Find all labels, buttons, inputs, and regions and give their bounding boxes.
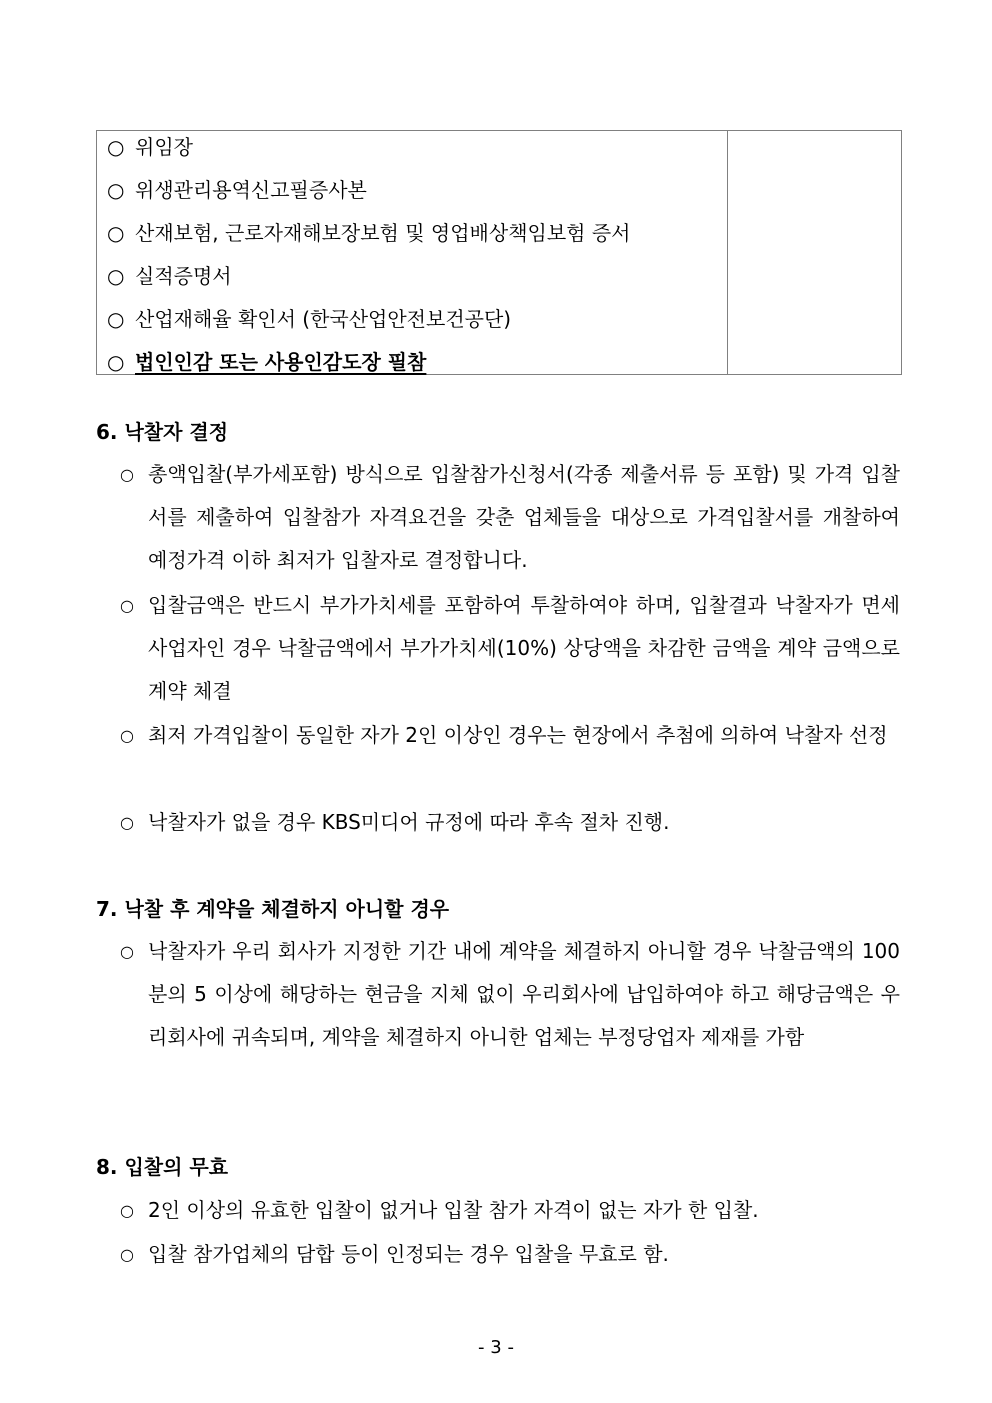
small-circle-bullet-icon: ○ xyxy=(120,465,134,484)
document-item: ○ 위생관리용역신고필증사본 xyxy=(107,178,367,202)
documents-list-cell xyxy=(97,131,728,374)
small-circle-bullet-icon: ○ xyxy=(120,1245,134,1264)
document-item: ○ 산업재해율 확인서 (한국산업안전보건공단) xyxy=(107,307,512,331)
circle-bullet-icon: ○ xyxy=(107,221,125,245)
paragraph: ○ 2인 이상의 유효한 입찰이 없거나 입찰 참가 자격이 없는 자가 한 입찰. xyxy=(120,1189,900,1232)
document-item: ○ 위임장 xyxy=(107,135,193,159)
circle-bullet-icon: ○ xyxy=(107,135,125,159)
document-item: ○ 실적증명서 xyxy=(107,264,232,288)
document-item-seal-required: ○ 법인인감 또는 사용인감도장 필참 xyxy=(107,350,427,374)
circle-bullet-icon: ○ xyxy=(107,350,125,374)
section-heading-contract-refusal: 7. 낙찰 후 계약을 체결하지 아니할 경우 xyxy=(96,897,450,921)
document-item: ○ 산재보험, 근로자재해보장보험 및 영업배상책임보험 증서 xyxy=(107,221,631,245)
paragraph: ○ 낙찰자가 없을 경우 KBS미디어 규정에 따라 후속 절차 진행. xyxy=(120,801,900,844)
paragraph: ○ 최저 가격입찰이 동일한 자가 2인 이상인 경우는 현장에서 추첨에 의하여 낙찰자 선정 xyxy=(120,714,900,757)
small-circle-bullet-icon: ○ xyxy=(120,1201,134,1220)
paragraph: ○ 총액입찰(부가세포함) 방식으로 입찰참가신청서(각종 제출서류 등 포함) 및 가격 입찰서를 제출하여 입찰참가 자격요건을 갖춘 업체들을 대상으로 가격입찰서를 개찰하여 예정가격 이하 최저가 입찰자로 결정합니다. xyxy=(120,453,900,582)
small-circle-bullet-icon: ○ xyxy=(120,813,134,832)
paragraph: ○ 입찰금액은 반드시 부가가치세를 포함하여 투찰하여야 하며, 입찰결과 낙찰자가 면세사업자인 경우 낙찰금액에서 부가가치세(10%) 상당액을 차감한 금액을 계약 금액으로 계약 체결 xyxy=(120,584,900,713)
small-circle-bullet-icon: ○ xyxy=(120,942,134,961)
section-heading-bid-invalidity: 8. 입찰의 무효 xyxy=(96,1155,229,1179)
circle-bullet-icon: ○ xyxy=(107,264,125,288)
required-documents-table xyxy=(96,130,902,375)
circle-bullet-icon: ○ xyxy=(107,307,125,331)
section-heading-winner-decision: 6. 낙찰자 결정 xyxy=(96,420,229,444)
small-circle-bullet-icon: ○ xyxy=(120,596,134,615)
circle-bullet-icon: ○ xyxy=(107,178,125,202)
paragraph: ○ 낙찰자가 우리 회사가 지정한 기간 내에 계약을 체결하지 아니할 경우 낙찰금액의 100분의 5 이상에 해당하는 현금을 지체 없이 우리회사에 납입하여야 하고 해당금액은 우리회사에 귀속되며, 계약을 체결하지 아니한 업체는 부정당업자 제재를 가함 xyxy=(120,930,900,1059)
page-number: - 3 - xyxy=(478,1337,514,1358)
small-circle-bullet-icon: ○ xyxy=(120,726,134,745)
paragraph: ○ 입찰 참가업체의 담합 등이 인정되는 경우 입찰을 무효로 함. xyxy=(120,1233,900,1276)
